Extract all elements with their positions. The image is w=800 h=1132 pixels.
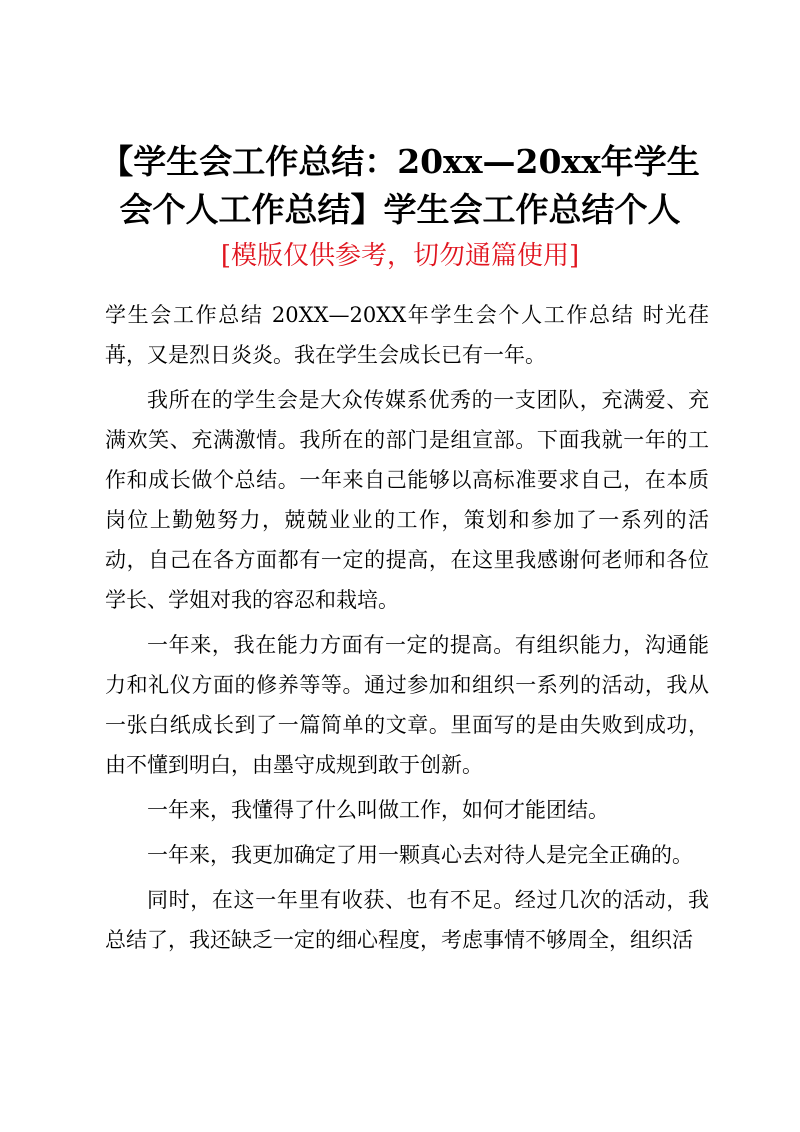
template-notice: [模版仅供参考，切勿通篇使用] [220, 241, 580, 271]
document-body [105, 295, 709, 965]
paragraph-work: 一年来，我懂得了什么叫做工作，如何才能团结。 [147, 798, 609, 822]
paragraph-intro: 学生会工作总结 20XX—20XX年学生会个人工作总结 时光荏苒，又是烈日炎炎。我在学生会成长已有一年。 [105, 303, 709, 367]
paragraph-team: 我所在的学生会是大众传媒系优秀的一支团队，充满爱、充满欢笑、充满激情。我所在的部门是组宣部。下面我就一年的工作和成长做个总结。一年来自己能够以高标准要求自己，在本质岗位上勤勉努力，兢兢业业的工作，策划和参加了一系列的活动，自己在各方面都有一定的提高，在这里我感谢何老师和各位学长、学姐对我的容忍和栽培。 [105, 388, 709, 612]
paragraph-shortcomings: 同时，在这一年里有收获、也有不足。经过几次的活动，我总结了，我还缺乏一定的细心程度，考虑事情不够周全，组织活 [105, 888, 709, 952]
paragraph-sincerity: 一年来，我更加确定了用一颗真心去对待人是完全正确的。 [147, 843, 693, 867]
document-title: 【学生会工作总结：20xx—20xx年学生会个人工作总结】学生会工作总结个人 [100, 142, 700, 229]
paragraph-ability: 一年来，我在能力方面有一定的提高。有组织能力，沟通能力和礼仪方面的修养等等。通过参加和组织一系列的活动，我从一张白纸成长到了一篇简单的文章。里面写的是由失败到成功，由不懂到明白，由墨守成规到敢于创新。 [105, 633, 709, 777]
